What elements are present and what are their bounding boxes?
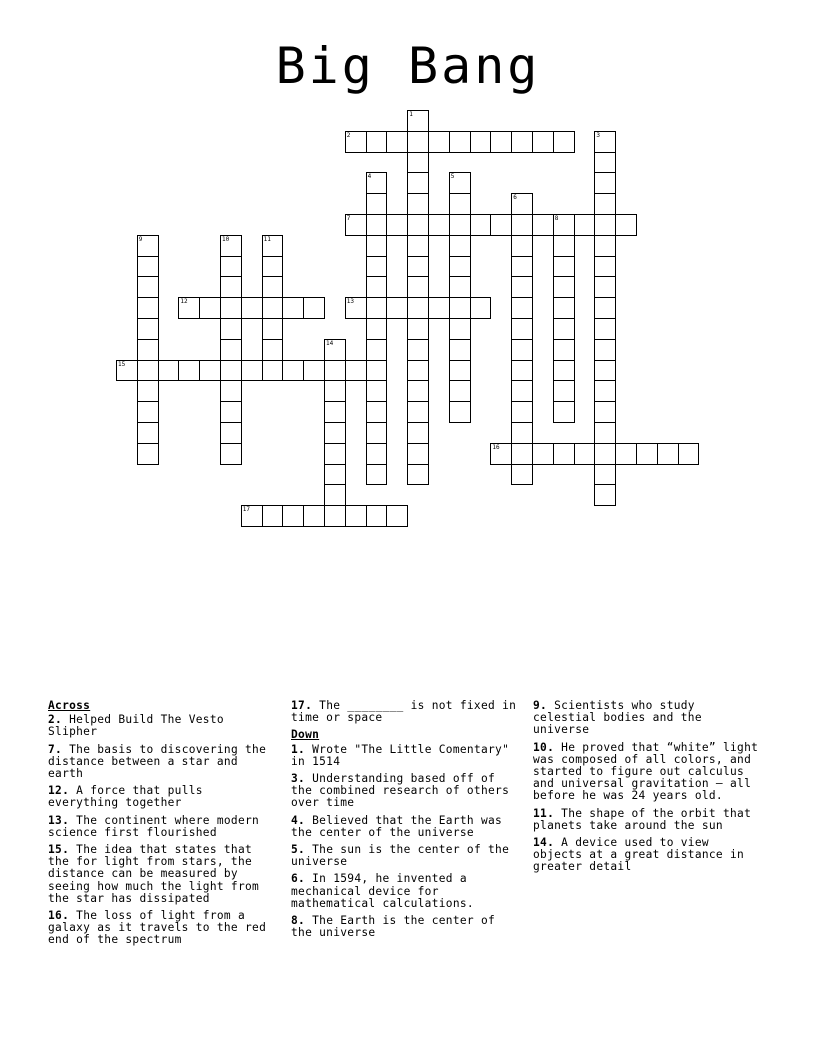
clue-number: 13. [48,813,70,827]
grid-cell[interactable] [324,443,346,465]
clue-number-label: 15 [118,360,126,368]
across-clue-16 [48,910,280,947]
grid-cell[interactable] [594,443,616,465]
grid-cell[interactable] [407,318,429,340]
grid-cell[interactable] [428,297,450,319]
grid-cell[interactable] [511,380,533,402]
page-title: Big Bang [275,37,541,95]
clue-number: 7. [48,742,63,756]
clue-number: 4. [291,813,306,827]
clue-number: 14. [533,836,555,850]
grid-cell[interactable] [366,256,388,278]
clue-number-label: 8 [554,215,559,222]
grid-cell[interactable] [511,214,533,236]
grid-cell[interactable] [594,422,616,444]
grid-cell[interactable] [407,464,429,486]
grid-cell[interactable] [407,172,429,194]
grid-cell[interactable] [657,443,679,465]
grid-cell[interactable] [449,318,471,340]
grid-cell[interactable] [366,193,388,215]
grid-cell[interactable] [262,360,284,382]
clue-text: The shape of the orbit that planets take around the sun [533,806,752,832]
across-clue-17 [291,700,523,724]
clue-number-label: 16 [492,443,500,451]
grid-cell[interactable] [553,297,575,319]
clue-number-label: 4 [367,173,372,181]
grid-cell[interactable] [594,464,616,486]
clue-text: Helped Build The Vesto Slipher [48,713,224,739]
grid-cell[interactable] [345,360,367,382]
grid-cell[interactable] [636,443,658,465]
grid-cell[interactable] [220,422,242,444]
grid-cell[interactable] [449,380,471,402]
grid-cell[interactable] [220,443,242,465]
grid-cell[interactable] [366,380,388,402]
clue-text: He proved that “white” light was composed of all colors, and started to figure out calculus and universal gravitation — all before he was 24 years old. [533,740,759,803]
grid-cell[interactable] [511,443,533,465]
grid-cell[interactable] [574,214,596,236]
grid-cell[interactable] [262,318,284,340]
across-clue-13 [48,815,280,839]
clue-text: A device used to view objects at a great distance in greater detail [533,836,745,874]
grid-cell[interactable] [511,235,533,257]
grid-cell[interactable] [428,214,450,236]
grid-cell[interactable] [262,297,284,319]
grid-cell[interactable] [324,360,346,382]
grid-cell[interactable] [199,360,221,382]
down-clue-8 [291,915,523,939]
grid-cell[interactable] [366,318,388,340]
clue-column-2 [291,700,523,944]
grid-cell[interactable] [470,131,492,153]
grid-cell[interactable] [366,339,388,361]
grid-cell[interactable] [449,131,471,153]
grid-cell[interactable] [324,484,346,506]
clue-number: 11. [533,806,555,820]
grid-cell[interactable] [553,256,575,278]
grid-cell[interactable] [262,276,284,298]
grid-cell[interactable] [407,297,429,319]
grid-cell[interactable] [262,256,284,278]
clue-column-3 [533,700,765,879]
clue-text: The loss of light from a galaxy as it travels to the red end of the spectrum [48,909,267,947]
clue-number-label: 13 [346,298,355,306]
clue-number: 9. [533,699,548,712]
clue-number-label: 7 [346,215,351,222]
grid-cell[interactable] [282,360,304,382]
grid-cell[interactable] [553,443,575,465]
grid-cell[interactable] [490,131,512,153]
grid-cell[interactable] [137,276,159,298]
grid-cell[interactable] [449,214,471,236]
grid-cell[interactable] [262,505,284,527]
across-clue-15 [48,844,280,905]
down-clue-10 [533,742,765,803]
grid-cell[interactable] [553,360,575,382]
grid-cell[interactable] [303,360,325,382]
grid-cell[interactable] [594,276,616,298]
grid-cell[interactable] [594,380,616,402]
grid-cell[interactable] [220,401,242,423]
grid-cell[interactable] [407,131,429,153]
clue-text: The sun is the center of the universe [291,843,510,869]
grid-cell[interactable] [449,401,471,423]
down-clue-3 [291,773,523,810]
grid-cell[interactable] [366,422,388,444]
clue-text: Scientists who study celestial bodies and the universe [533,699,702,737]
grid-cell[interactable] [137,318,159,340]
grid-cell[interactable] [282,505,304,527]
grid-cell[interactable] [137,339,159,361]
grid-cell[interactable] [511,256,533,278]
down-clue-14 [533,837,765,874]
grid-cell[interactable] [553,318,575,340]
grid-cell[interactable] [594,401,616,423]
grid-cell[interactable] [553,276,575,298]
grid-cell[interactable] [615,443,637,465]
grid-cell[interactable] [366,464,388,486]
clue-text: Wrote "The Little Comentary" in 1514 [291,742,510,768]
grid-cell[interactable] [366,401,388,423]
grid-cell[interactable] [241,360,263,382]
grid-cell[interactable] [532,214,554,236]
down-heading: Down [291,728,320,742]
grid-cell[interactable] [574,443,596,465]
grid-cell[interactable] [407,235,429,257]
grid-cell[interactable] [407,401,429,423]
clue-number: 10. [533,740,555,754]
clue-number-label: 14 [326,339,334,347]
grid-cell[interactable] [553,401,575,423]
clue-text: Believed that the Earth was the center of the universe [291,813,503,839]
grid-cell[interactable] [490,214,512,236]
clue-number-label: 10 [222,235,230,243]
grid-cell[interactable] [220,318,242,340]
grid-cell[interactable] [407,360,429,382]
grid-cell[interactable] [470,297,492,319]
across-clue-7 [48,744,280,781]
grid-cell[interactable] [220,360,242,382]
grid-cell[interactable] [553,380,575,402]
grid-cell[interactable] [137,401,159,423]
down-clue-9 [533,700,765,737]
clue-text: The ________ is not fixed in time or space [291,699,517,725]
down-clue-1 [291,744,523,768]
grid-cell[interactable] [345,505,367,527]
grid-cell[interactable] [137,443,159,465]
down-clue-4 [291,815,523,839]
across-heading: Across [48,699,91,712]
clue-number: 15. [48,843,70,857]
grid-cell[interactable] [594,214,616,236]
grid-cell[interactable] [241,297,263,319]
grid-cell[interactable] [449,339,471,361]
grid-cell[interactable] [366,214,388,236]
clue-text: A force that pulls everything together [48,784,203,810]
clue-number-label: 11 [263,235,271,243]
down-clue-6 [291,873,523,910]
clue-number: 3. [291,772,306,786]
grid-cell[interactable] [594,484,616,506]
grid-cell[interactable] [594,193,616,215]
grid-cell[interactable] [366,131,388,153]
clue-number-label: 1 [409,111,413,118]
clue-text: The basis to discovering the distance between a star and earth [48,742,267,781]
clue-number: 2. [48,713,63,727]
grid-cell[interactable] [137,256,159,278]
grid-cell[interactable] [594,256,616,278]
clue-number: 17. [291,699,313,712]
grid-cell[interactable] [303,505,325,527]
clue-text: The continent where modern science first flourished [48,813,260,839]
clue-text: The idea that states that the for light from stars, the distance can be measured by seeing how much the light from the star has dissipated [48,843,260,905]
grid-cell[interactable] [137,297,159,319]
grid-cell[interactable] [594,172,616,194]
clue-column-1 [48,700,280,952]
grid-cell[interactable] [511,131,533,153]
clue-number-label: 2 [346,131,351,139]
grid-cell[interactable] [594,297,616,319]
grid-cell[interactable] [303,297,325,319]
grid-cell[interactable] [366,235,388,257]
grid-cell[interactable] [511,339,533,361]
grid-cell[interactable] [386,505,408,527]
grid-cell[interactable] [594,318,616,340]
grid-cell[interactable] [366,276,388,298]
grid-cell[interactable] [449,297,471,319]
grid-cell[interactable] [449,256,471,278]
grid-cell[interactable] [449,235,471,257]
grid-cell[interactable] [615,214,637,236]
grid-cell[interactable] [407,152,429,174]
grid-cell[interactable] [428,131,450,153]
grid-cell[interactable] [220,276,242,298]
clue-text: The Earth is the center of the universe [291,914,496,940]
clue-number: 1. [291,742,306,756]
clue-text: In 1594, he invented a mechanical device for mathematical calculations. [291,872,474,910]
grid-cell[interactable] [553,235,575,257]
grid-cell[interactable] [137,360,159,382]
grid-cell[interactable] [137,380,159,402]
grid-cell[interactable] [511,318,533,340]
grid-cell[interactable] [262,339,284,361]
grid-cell[interactable] [366,505,388,527]
clue-number: 12. [48,784,70,798]
grid-cell[interactable] [678,443,700,465]
clue-text: Understanding based off of the combined research of others over time [291,772,510,810]
grid-cell[interactable] [470,214,492,236]
grid-cell[interactable] [220,380,242,402]
grid-cell[interactable] [324,422,346,444]
grid-cell[interactable] [137,422,159,444]
grid-cell[interactable] [511,422,533,444]
grid-cell[interactable] [282,297,304,319]
grid-cell[interactable] [511,360,533,382]
grid-cell[interactable] [407,193,429,215]
grid-cell[interactable] [386,131,408,153]
grid-cell[interactable] [386,214,408,236]
grid-cell[interactable] [220,297,242,319]
clue-number-label: 9 [138,235,143,243]
clue-number: 6. [291,872,306,886]
grid-cell[interactable] [553,339,575,361]
grid-cell[interactable] [407,214,429,236]
grid-cell[interactable] [220,339,242,361]
grid-cell[interactable] [594,235,616,257]
grid-cell[interactable] [594,339,616,361]
grid-cell[interactable] [366,443,388,465]
grid-cell[interactable] [449,193,471,215]
grid-cell[interactable] [199,297,221,319]
grid-cell[interactable] [407,380,429,402]
across-clue-2 [48,714,280,738]
grid-cell[interactable] [449,276,471,298]
grid-cell[interactable] [324,401,346,423]
grid-cell[interactable] [553,131,575,153]
grid-cell[interactable] [511,297,533,319]
clue-number-label: 12 [180,298,188,306]
clue-number: 16. [48,909,70,923]
grid-cell[interactable] [532,443,554,465]
down-clue-5 [291,844,523,868]
grid-cell[interactable] [511,401,533,423]
clue-number-label: 3 [596,131,601,139]
grid-cell[interactable] [407,443,429,465]
clue-number: 5. [291,843,306,857]
across-clue-12 [48,785,280,809]
grid-cell[interactable] [407,339,429,361]
grid-cell[interactable] [324,505,346,527]
grid-cell[interactable] [324,380,346,402]
grid-cell[interactable] [407,256,429,278]
grid-cell[interactable] [532,131,554,153]
clue-number: 8. [291,914,306,928]
grid-cell[interactable] [386,297,408,319]
grid-cell[interactable] [366,360,388,382]
grid-cell[interactable] [158,360,180,382]
grid-cell[interactable] [366,297,388,319]
grid-cell[interactable] [511,276,533,298]
grid-cell[interactable] [178,360,200,382]
grid-cell[interactable] [324,464,346,486]
grid-cell[interactable] [511,464,533,486]
grid-cell[interactable] [407,422,429,444]
grid-cell[interactable] [594,152,616,174]
clue-number-label: 6 [513,194,517,202]
clue-number-label: 5 [450,173,455,181]
grid-cell[interactable] [407,276,429,298]
grid-cell[interactable] [449,360,471,382]
down-clue-11 [533,808,765,832]
grid-cell[interactable] [220,256,242,278]
clue-number-label: 17 [242,506,251,514]
grid-cell[interactable] [594,360,616,382]
